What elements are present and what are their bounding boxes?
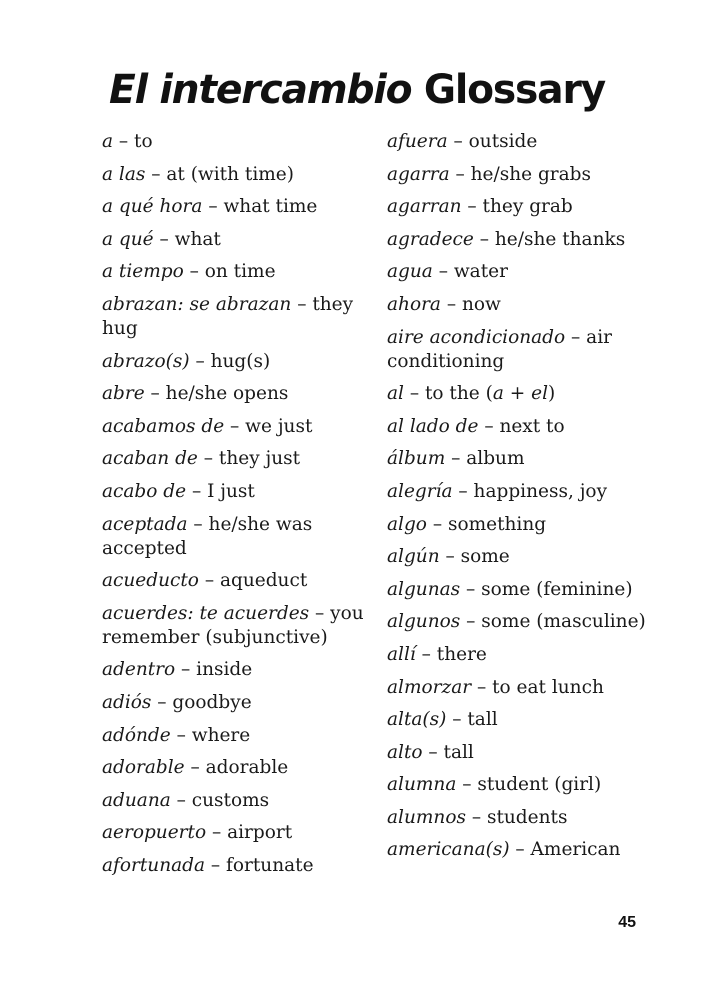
entry-term: americana(s) [387,839,510,861]
glossary-right-column [387,130,657,871]
entry-term: allí [387,643,416,665]
entry-definition: – they grab [461,196,573,218]
entry-term: algunas [387,578,461,600]
glossary-entry [102,163,364,187]
entry-term: alta(s) [387,709,447,731]
entry-term: afuera [387,131,448,152]
glossary-entry [387,513,657,537]
glossary-entry [102,480,364,504]
entry-definition: – something [426,513,547,535]
glossary-entry [387,643,657,667]
entry-term: acueducto [102,570,199,592]
entry-definition: – hug(s) [189,350,271,372]
page-title [7,64,707,116]
glossary-entry [387,293,657,317]
entry-term: acabamos de [102,415,225,437]
glossary-entry [102,821,364,845]
entry-term: álbum [387,448,446,470]
glossary-entry [387,676,657,700]
entry-definition: – goodbye [151,691,252,713]
glossary-entry [102,447,364,471]
entry-term: algo [387,513,427,535]
glossary-entry [387,130,657,154]
entry-definition: – where [170,724,251,746]
glossary-entry [387,447,657,471]
glossary-entry [387,578,657,602]
glossary-entry [387,773,657,797]
glossary-entry [102,756,364,780]
glossary-entry [102,854,364,878]
entry-term: alumna [387,774,457,796]
entry-term: aire acondicionado [387,326,566,348]
entry-inline-italic: el [531,383,548,405]
glossary-entry [102,789,364,813]
glossary-entry [387,545,657,569]
glossary-entry [387,480,657,504]
entry-term: adentro [102,659,176,681]
entry-term: adorable [102,757,185,779]
entry-term: alegría [387,480,453,502]
entry-definition: – he/she thanks [473,228,626,250]
entry-term: agarra [387,163,450,185]
entry-definition: – now [440,293,501,315]
glossary-entry [102,691,364,715]
entry-definition: – happiness, joy [452,480,608,502]
glossary-entry [387,838,657,862]
entry-term: a [102,131,114,152]
entry-definition: – outside [447,131,538,152]
glossary-entry [387,741,657,765]
entry-term: aceptada [102,513,188,535]
glossary-entry [387,195,657,219]
entry-term: a qué [102,228,154,250]
entry-definition: – tall [446,709,498,731]
glossary-entry [102,658,364,682]
entry-definition: – American [509,839,621,861]
entry-definition: – some (feminine) [460,578,633,600]
glossary-entry [102,415,364,439]
glossary-entry [102,228,364,252]
glossary-entry [387,415,657,439]
title-italic: El intercambio [108,67,412,113]
entry-definition: – adorable [184,757,289,779]
entry-definition: – fortunate [205,854,314,876]
entry-definition: – students [465,806,568,828]
entry-term: almorzar [387,676,472,698]
entry-definition: – some [439,546,510,568]
glossary-entry [387,610,657,634]
entry-inline-close: ) [548,383,556,405]
entry-term: acaban de [102,448,198,470]
entry-definition: – to [113,131,153,152]
entry-definition: – I just [186,480,255,502]
entry-definition: – air conditioning [387,326,612,372]
entry-term: abrazan: se abrazan [102,293,292,315]
entry-term: agarran [387,196,462,218]
entry-definition: – we just [224,415,313,437]
entry-term: a tiempo [102,261,184,283]
entry-term: aduana [102,789,171,811]
entry-definition: – airport [206,822,293,844]
glossary-entry [102,350,364,374]
glossary-entry [387,326,657,374]
entry-definition: – next to [478,415,565,437]
glossary-entry [102,513,364,561]
glossary-entry [387,708,657,732]
glossary-entry [387,228,657,252]
glossary-entry [102,382,364,406]
glossary-entry [102,260,364,284]
entry-definition: – album [445,448,525,470]
entry-term: ahora [387,293,441,315]
entry-term: al lado de [387,415,479,437]
entry-term: acabo de [102,480,187,502]
entry-term: a las [102,163,146,185]
glossary-entry [387,806,657,830]
entry-definition: – he/she grabs [449,163,592,185]
page-number: 45 [618,914,636,931]
entry-term: algunos [387,611,461,633]
entry-term: adiós [102,691,152,713]
entry-definition: – what time [202,196,318,218]
entry-inline-italic: a [492,383,504,405]
glossary-entry [102,569,364,593]
entry-definition: – aqueduct [198,570,308,592]
entry-term: afortunada [102,854,206,876]
glossary-entry [102,130,364,154]
glossary-entry [387,163,657,187]
entry-definition: – tall [422,741,474,763]
entry-term: acuerdes: te acuerdes [102,602,310,624]
entry-term: agua [387,261,433,283]
entry-definition: – to the ( [403,383,493,405]
entry-inline-plain: + [503,383,532,405]
entry-definition: – at (with time) [145,163,294,185]
entry-definition: – there [415,643,487,665]
glossary-left-column [102,130,364,886]
entry-definition: – water [432,261,508,283]
entry-term: adónde [102,724,171,746]
entry-definition: – on time [183,261,276,283]
glossary-entry [102,195,364,219]
entry-definition: – student (girl) [456,774,602,796]
entry-definition: – they just [197,448,301,470]
entry-definition: – inside [175,659,253,681]
entry-term: alto [387,741,423,763]
entry-term: agradece [387,228,474,250]
title-plain: Glossary [423,67,606,113]
entry-definition: – what [153,228,221,250]
entry-term: abrazo(s) [102,350,190,372]
glossary-entry [387,382,657,406]
entry-definition: – they hug [102,293,354,339]
entry-definition: – he/she opens [144,383,289,405]
entry-definition: – customs [170,789,270,811]
entry-definition: – some (masculine) [460,611,646,633]
entry-term: algún [387,546,440,568]
glossary-entry [387,260,657,284]
entry-term: aeropuerto [102,822,207,844]
entry-term: alumnos [387,806,466,828]
entry-term: a qué hora [102,196,203,218]
glossary-entry [102,602,364,650]
glossary-entry [102,724,364,748]
glossary-entry [102,293,364,341]
entry-definition: – to eat lunch [471,676,604,698]
entry-term: abre [102,383,145,405]
entry-term: al [387,383,404,405]
entry-definition: – you remember (subjunctive) [102,602,364,648]
entry-definition: – he/she was accepted [102,513,313,559]
